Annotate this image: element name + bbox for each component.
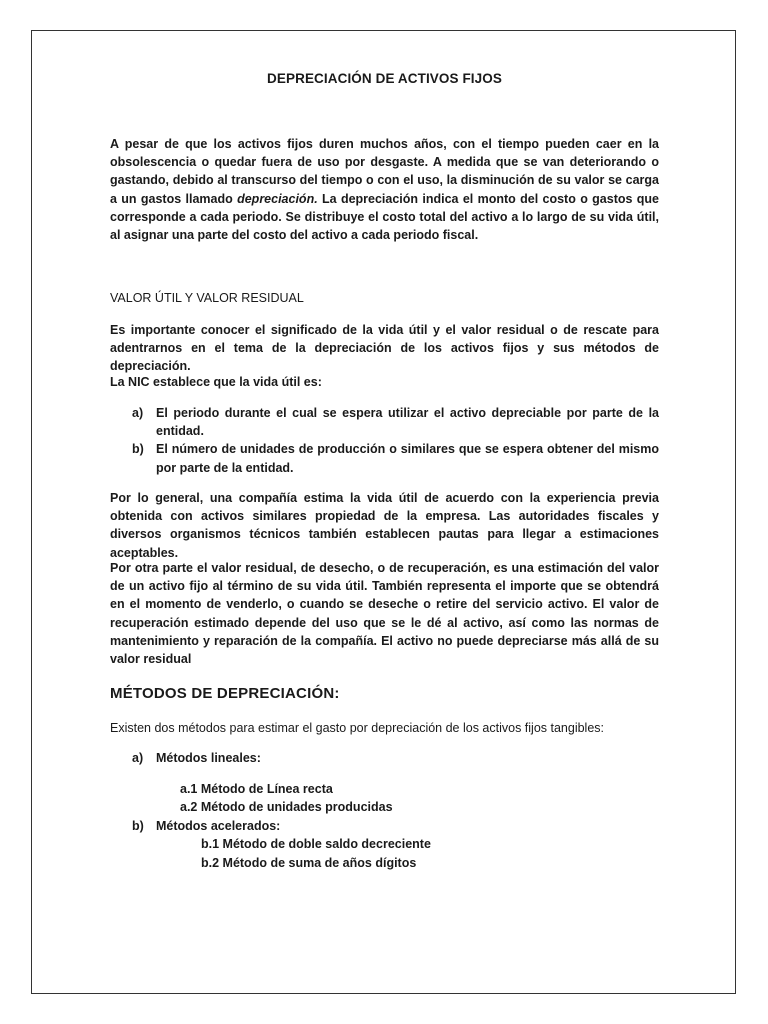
intro-emphasis: depreciación. [237, 191, 318, 206]
document-page [31, 30, 736, 994]
list-item [110, 440, 659, 476]
paragraph-methods-intro: Existen dos métodos para estimar el gasto por depreciación de los activos fijos tangibles: [110, 721, 605, 735]
method-b-label: Métodos acelerados: [156, 819, 281, 833]
document-title: DEPRECIACIÓN DE ACTIVOS FIJOS [267, 71, 502, 86]
list-marker: b) [132, 442, 144, 457]
method-a1: a.1 Método de Línea recta [180, 782, 333, 796]
method-b-marker: b) [132, 819, 144, 833]
list-item-text: El número de unidades de producción o similares que se espera obtener del mismo por parte de la entidad. [156, 442, 659, 475]
method-b [132, 819, 280, 833]
paragraph-importance: Es importante conocer el significado de la vida útil y el valor residual o de rescate para adentrarnos en el tema de la depreciación de los activos fijos y sus métodos de depreciación. [110, 323, 659, 374]
method-b1: b.1 Método de doble saldo decreciente [201, 837, 431, 851]
method-b2: b.2 Método de suma de años dígitos [201, 856, 417, 870]
list-item-text: El periodo durante el cual se espera utilizar el activo depreciable por parte de la entidad. [156, 406, 659, 439]
method-a2: a.2 Método de unidades producidas [180, 800, 393, 814]
vida-util-list [110, 404, 659, 477]
section-heading-valor: VALOR ÚTIL Y VALOR RESIDUAL [110, 291, 304, 305]
list-item [110, 404, 659, 440]
section-heading-metodos: MÉTODOS DE DEPRECIACIÓN: [110, 685, 340, 702]
method-a-marker: a) [132, 751, 144, 765]
intro-text-before: A pesar de que los activos fijos duren muchos años, con el tiempo pueden caer en la obsolescencia o quedar fuera de uso por desgaste. A medida que se van deteriorando o gastando, debido al transcurso del tiempo o con el uso, la disminución de su valor se carga a un gastos llamado [110, 137, 659, 206]
paragraph-estimate: Por lo general, una compañía estima la vida útil de acuerdo con la experiencia previa obtenida con activos similares propiedad de la empresa. Las autoridades fiscales y diversos organismos técnicos también establecen pautas para llegar a estimaciones aceptables. [110, 491, 659, 560]
method-a [132, 751, 261, 765]
method-a-label: Métodos lineales: [156, 751, 261, 765]
paragraph-nic: La NIC establece que la vida útil es: [110, 375, 322, 389]
paragraph-residual: Por otra parte el valor residual, de desecho, o de recuperación, es una estimación del valor de un activo fijo al término de su vida útil. También representa el importe que se obtendrá en el momento de venderlo, o cuando se deseche o retire del servicio activo. El valor de recuperación estimado depende del uso que se le dé al activo, así como las normas de mantenimiento y reparación de la compañía. El activo no puede depreciarse más allá de su valor residual [110, 561, 659, 667]
intro-text-after: La depreciación indica el monto del costo o gastos que corresponde a cada periodo. Se distribuye el costo total del activo a lo largo de su vida útil, al asignar una parte del costo del activo a cada periodo fiscal. [110, 191, 660, 243]
list-marker: a) [132, 406, 144, 420]
intro-paragraph [110, 135, 659, 244]
